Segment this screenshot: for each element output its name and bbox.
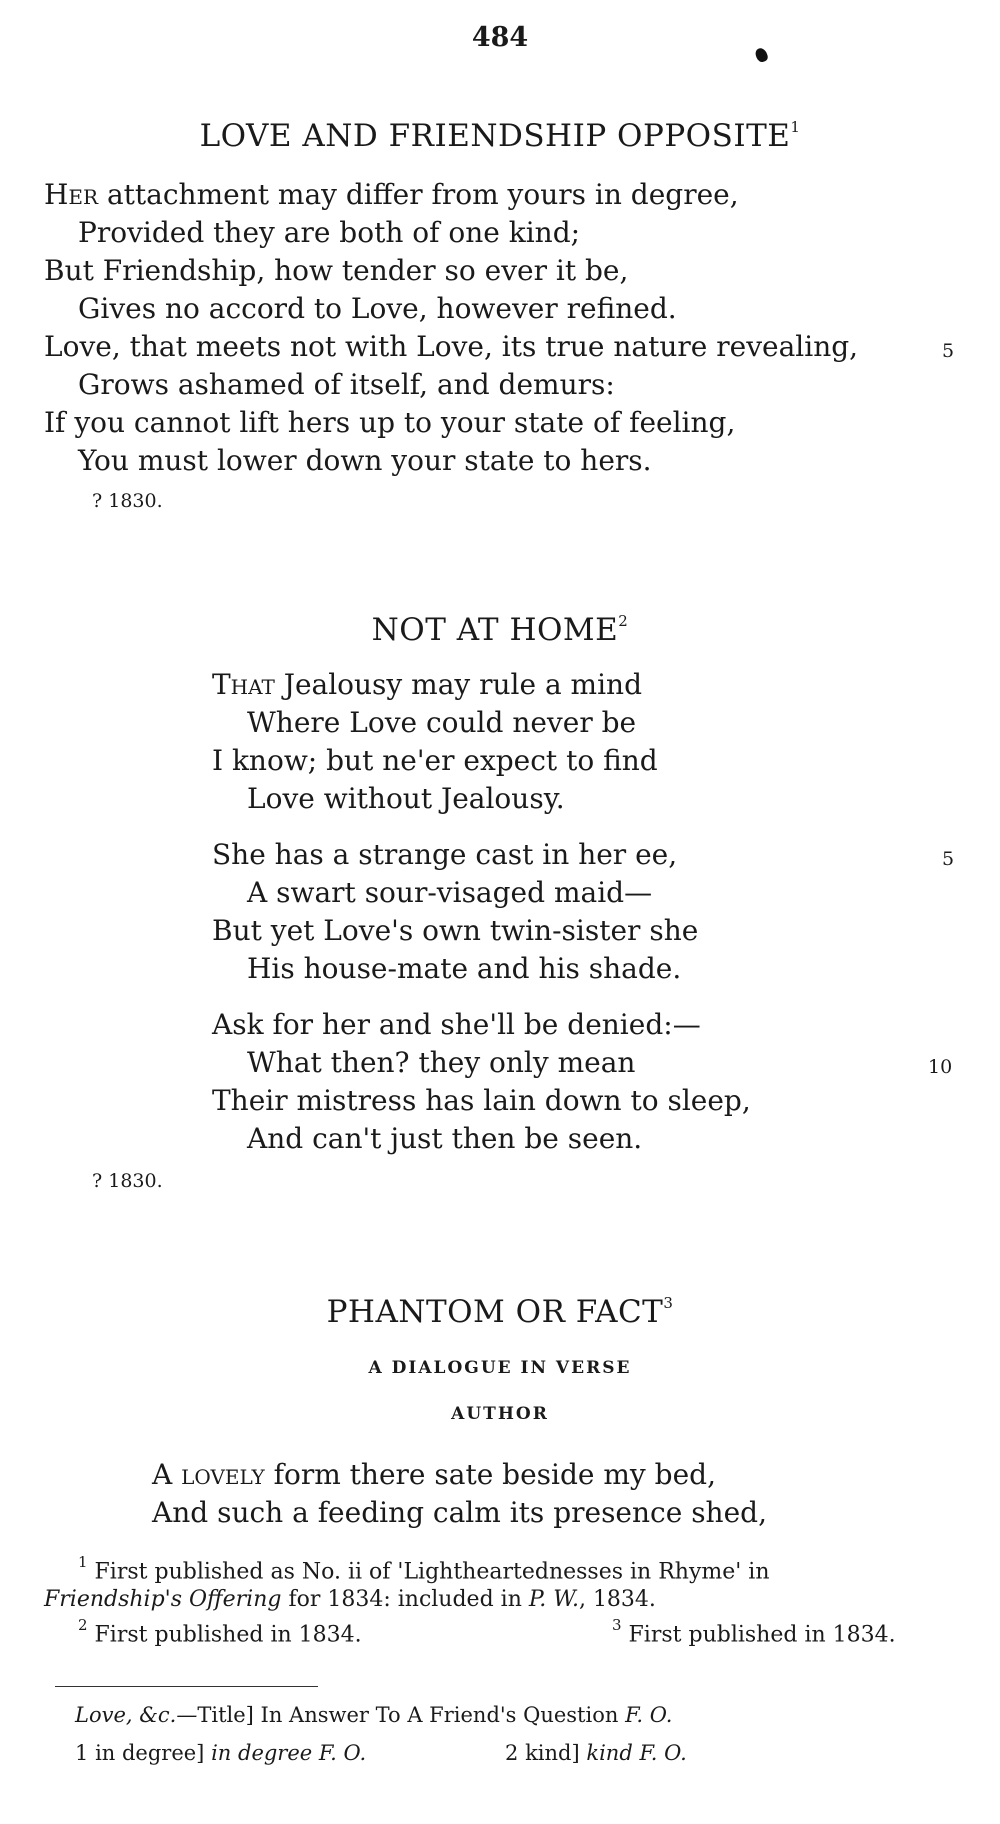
poem-2-line-6: A swart sour-visaged maid— (247, 876, 653, 909)
page-number: 484 (471, 22, 529, 53)
poem-1-line-3: But Friendship, how tender so ever it be, (44, 254, 629, 287)
variant-line-2: 2 kind] kind F. O. (505, 1741, 687, 1765)
footnote-1: $^1$ First published as No. ii of 'Lightheartednesses in Rhyme' in (78, 1553, 770, 1585)
speaker-label: AUTHOR (451, 1404, 549, 1424)
poem-2-line-11: Their mistress has lain down to sleep, (212, 1084, 751, 1117)
poem-1-line-1: Her attachment may differ from yours in degree, (44, 178, 739, 211)
poem-2-line-5: She has a strange cast in her ee, (212, 838, 678, 871)
poem-3-line-2: And such a feeding calm its presence shed, (152, 1496, 767, 1529)
poem-2-line-4: Love without Jealousy. (247, 782, 565, 815)
poem-2-line-3: I know; but ne'er expect to find (212, 744, 658, 777)
poem-2-line-7: But yet Love's own twin-sister she (212, 914, 699, 947)
footnote-3: $^3$ First published in 1834. (612, 1616, 896, 1648)
poem-2-title: NOT AT HOME$^2$ (371, 611, 629, 648)
poem-3-line-1: A lovely form there sate beside my bed, (152, 1458, 716, 1491)
poem-1-line-2: Provided they are both of one kind; (78, 216, 581, 249)
poem-1-line-8: You must lower down your state to hers. (78, 444, 652, 477)
poem-3-title: PHANTOM OR FACT$^3$ (326, 1293, 674, 1330)
poem-2-line-12: And can't just then be seen. (247, 1122, 643, 1155)
footnote-2: $^2$ First published in 1834. (78, 1616, 362, 1648)
poem-2-line-10: What then? they only mean (247, 1046, 636, 1079)
variant-line-1: 1 in degree] in degree F. O. (75, 1741, 367, 1765)
poem-1-line-6: Grows ashamed of itself, and demurs: (78, 368, 615, 401)
poem-1-line-7: If you cannot lift hers up to your state of feeling, (44, 406, 736, 439)
poem-2-line-1: That Jealousy may rule a mind (212, 668, 643, 701)
line-number: 10 (928, 1056, 953, 1078)
poem-2-line-8: His house-mate and his shade. (247, 952, 682, 985)
line-number: 5 (942, 340, 955, 362)
poem-1-line-4: Gives no accord to Love, however refined. (78, 292, 677, 325)
poem-2-line-2: Where Love could never be (247, 706, 637, 739)
divider (55, 1686, 318, 1687)
poem-1-date: ? 1830. (92, 490, 163, 512)
variant-title: Love, &c.—Title] In Answer To A Friend's Question F. O. (75, 1703, 673, 1727)
poem-2-date: ? 1830. (92, 1170, 163, 1192)
poem-3-subtitle: A DIALOGUE IN VERSE (368, 1358, 632, 1378)
line-number: 5 (942, 848, 955, 870)
poem-1-line-5: Love, that meets not with Love, its true nature revealing, (44, 330, 859, 363)
poem-2-line-9: Ask for her and she'll be denied:— (212, 1008, 701, 1041)
footnote-1-cont: Friendship's Offering for 1834: included in P. W., 1834. (44, 1587, 656, 1612)
poem-1-title: LOVE AND FRIENDSHIP OPPOSITE$^1$ (199, 117, 801, 154)
